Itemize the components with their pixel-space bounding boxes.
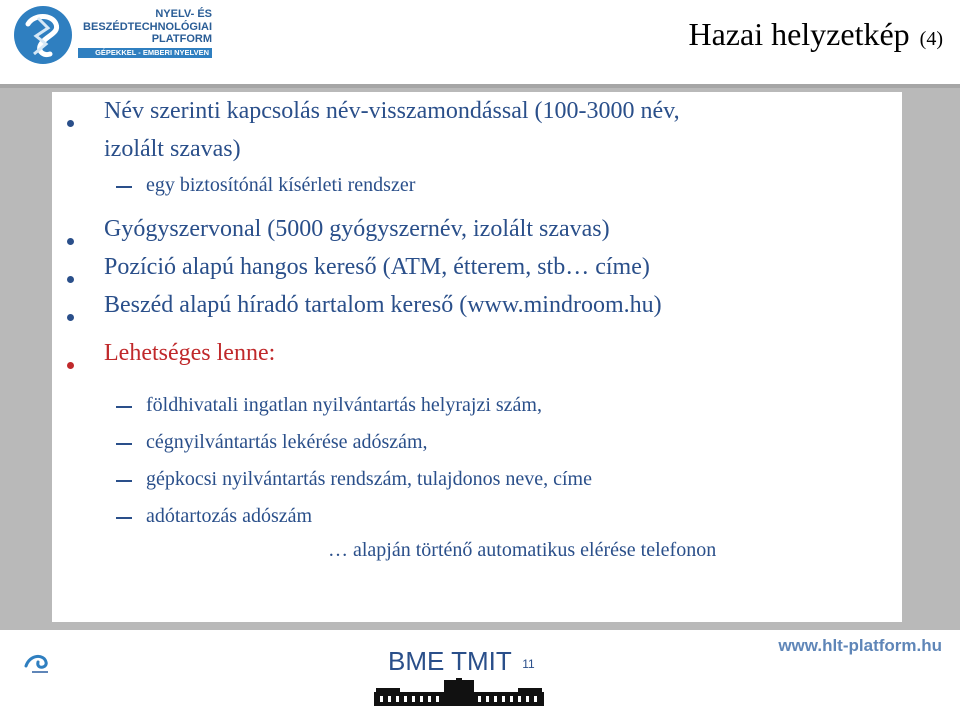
logo-line-1: NYELV- ÉS: [155, 8, 212, 20]
bme-building-logo: [374, 678, 544, 706]
footer-org: BME TMIT: [388, 646, 512, 676]
content-line-2: Gyógyszervonal (5000 gyógyszernév, izolált szavas): [104, 216, 610, 242]
dash-icon: [116, 480, 132, 482]
content-subline-3: cégnyilvántartás lekérése adószám,: [146, 431, 428, 453]
content-line-1: Név szerinti kapcsolás név-visszamondással (100-3000 név,: [104, 98, 680, 124]
platform-logo-icon: [14, 6, 72, 64]
content-line-4: Beszéd alapú híradó tartalom kereső (www.mindroom.hu): [104, 292, 662, 318]
content-subline-5: adótartozás adószám: [146, 505, 313, 527]
dash-icon: [116, 517, 132, 519]
hlt-small-logo: [20, 638, 60, 678]
logo-tagline: GÉPEKKEL - EMBERI NYELVEN: [78, 48, 212, 58]
logo-line-3: PLATFORM: [151, 33, 212, 45]
platform-logo: [14, 6, 214, 68]
content-subline-1: egy biztosítónál kísérleti rendszer: [146, 174, 416, 196]
content-line-5: Lehetséges lenne:: [104, 340, 276, 366]
slide-title: [688, 16, 943, 53]
content-subline-6: … alapján történő automatikus elérése telefonon: [328, 539, 717, 561]
content-subline-2: földhivatali ingatlan nyilvántartás helyrajzi szám,: [146, 394, 542, 416]
footer-url: www.hlt-platform.hu: [778, 636, 942, 655]
page-number: 11: [522, 657, 535, 671]
logo-line-2: BESZÉDTECHNOLÓGIAI: [83, 20, 212, 33]
content-line-1-continuation: izolált szavas): [104, 136, 241, 162]
dash-icon: [116, 186, 132, 188]
dash-icon: [116, 406, 132, 408]
slide-header: [0, 0, 960, 84]
slide-title-text: Hazai helyzetkép: [688, 16, 910, 52]
dash-icon: [116, 443, 132, 445]
slide-title-number: (4): [919, 28, 943, 50]
slide-footer: [388, 646, 535, 677]
content-subline-4: gépkocsi nyilvántartás rendszám, tulajdonos neve, címe: [146, 468, 592, 490]
frame-top-edge: [0, 84, 960, 88]
content-line-3: Pozíció alapú hangos kereső (ATM, étterem, stb… címe): [104, 254, 650, 280]
